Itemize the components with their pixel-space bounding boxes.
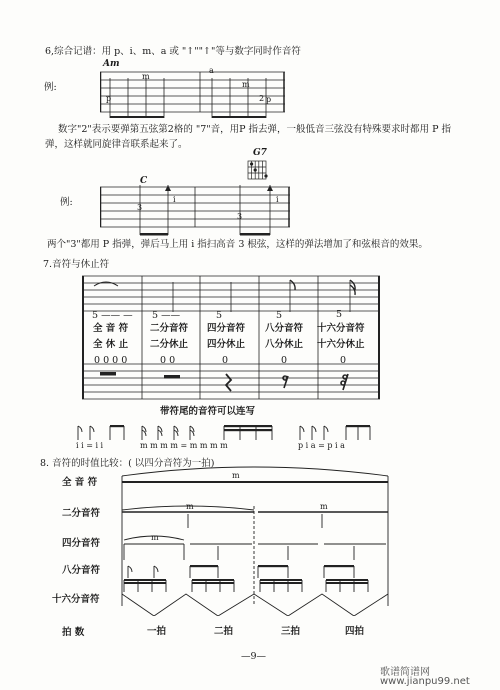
beam-mid: m m m m = m m m m [140,441,228,450]
finger-m-half1: m [186,502,194,511]
row-quarter: 四分音符 [62,538,101,549]
note-m2: m [242,80,250,89]
rest-sixteenth: 十六分休止 [317,339,365,350]
row-whole: 全 音 符 [62,477,98,488]
chord-c: C [140,176,148,186]
row-half: 二分音符 [62,508,101,519]
chord-g7: G7 [253,148,267,158]
pitch-quarter: 5 [216,310,223,321]
page-number: —9— [241,651,267,662]
tab-staff-2 [100,185,290,237]
chord-am: Am [103,59,120,69]
note-m: m [142,72,150,81]
rest-eighth: 八分休止 [265,339,304,350]
duration-comparison [118,466,398,616]
watermark: 歌谱简谱网 [380,667,430,678]
section7-heading: 7.音符与休止符 [43,259,110,270]
note-a: a [209,66,214,75]
rest-half: 二分休止 [150,339,189,350]
note-p2: p [266,95,272,104]
pitch-whole: 5 —— — [92,310,133,321]
para2: 两个"3"都用 P 指弹，弹后马上用 i 指扫高音 3 根弦，这样的弹法增加了和弦根音的效果。 [47,239,428,250]
fret-3b: 3 [237,212,243,221]
section6-heading: 6,综合记谱：用 p、i、m、a 或 "↑""↑"等与数字同时作音符 [45,46,301,57]
note-p: p [106,94,112,103]
rest-num-sixteenth: 0 [340,355,347,366]
fret-3a: 3 [137,203,143,212]
notes-rests-table [80,272,380,402]
finger-m-quarter: m [151,533,159,542]
pitch-sixteenth: 5 [336,309,343,320]
beat-2: 二拍 [214,626,234,637]
pitch-eighth: 5 [276,310,283,321]
finger-i2: i [276,195,279,204]
beat-label: 拍 数 [62,627,85,638]
rest-num-eighth: 0 [281,355,288,366]
beam-rhs: p i a = p i a [298,441,345,450]
name-half: 二分音符 [150,323,189,334]
pitch-half: 5 —— [152,310,181,321]
name-whole: 全 音 符 [93,323,129,334]
finger-m-whole: m [232,471,240,480]
rest-num-quarter: 0 [222,355,229,366]
row-sixteenth: 十六分音符 [52,594,100,605]
finger-m-half2: m [320,502,328,511]
watermark-url: www.jianpu99.net [380,676,470,687]
tab-staff-1 [100,70,285,118]
section8-heading: 8. 音符的时值比较：( 以四分音符为一拍) [40,458,215,469]
row-eighth: 八分音符 [62,565,101,576]
note-2: 2 [259,94,265,103]
example-label: 例: [44,82,57,93]
beat-1: 一拍 [147,626,167,637]
name-sixteenth: 十六分音符 [317,323,365,334]
chord-diagram-g7 [247,160,269,182]
rest-num-half: 0 0 [160,355,176,366]
name-quarter: 四分音符 [207,323,246,334]
beat-4: 四拍 [345,626,365,637]
beat-3: 三拍 [281,626,301,637]
example2-label: 例: [60,197,73,208]
rest-quarter: 四分休止 [207,339,246,350]
rest-whole: 全 休 止 [93,339,129,350]
beam-caption: 带符尾的音符可以连写 [160,406,256,417]
name-eighth: 八分音符 [265,323,304,334]
para1-line2: 弹，这样就同旋律音联系起来了。 [45,139,188,150]
finger-i: i [173,195,176,204]
beam-lhs: i i = i i [76,441,104,450]
rest-num-whole: 0 0 0 0 [94,355,128,366]
para1-line1: 数字"2"表示要弹第五弦第2格的 "7"音，用P 指去弹，一般低音三弦没有特殊要求时都用 P 指 [58,124,451,135]
